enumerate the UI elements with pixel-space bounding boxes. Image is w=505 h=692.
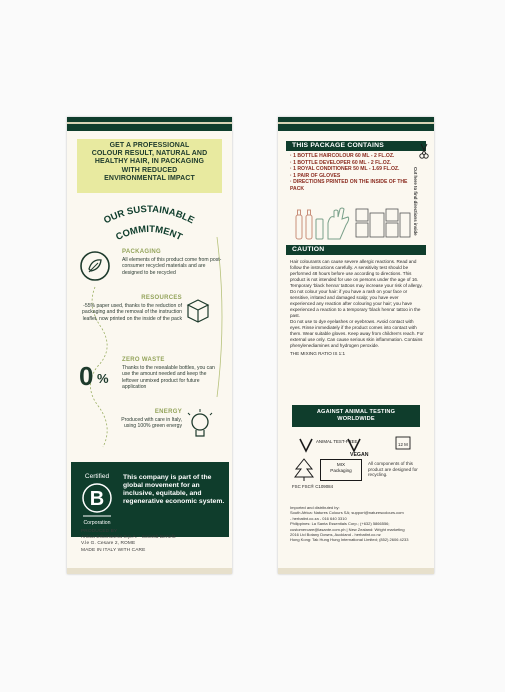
commitment-title-line1: OUR SUSTAINABLE	[102, 203, 196, 227]
resources-body: -55% paper used, thanks to the reduction of packaging and the removal of the instruction leaflet, now printed on the inside of the pack	[82, 303, 182, 322]
fsc-mix-label	[320, 459, 362, 481]
bottom-band	[278, 568, 434, 574]
commitment-title-line2: COMMITMENT	[114, 223, 184, 243]
importer-line: Imported and distributed by:	[290, 505, 340, 510]
bcorp-badge-top: Certified	[84, 473, 110, 480]
fsc-mix-line: Packaging	[330, 467, 352, 473]
caution-paragraph: Hair colourants can cause severe allergic reactions. Read and follow the instructions carefully. A sensitivity test should be performed 48 hours before use according to directions. This product is not intended for use on persons under the age of 16. Temporary 'black henna' tattoos may increase your risk of allergy.	[290, 259, 423, 288]
bcorp-badge-bottom: Corporation	[83, 520, 111, 526]
importer-line: Philippines: La Santa Essentials Corp.; (+632) 5866556;	[290, 521, 390, 527]
caution-text	[290, 259, 424, 357]
top-stripe	[278, 122, 434, 124]
bottom-band	[67, 568, 232, 574]
energy-body: Produced with care in Italy, using 100% green energy	[121, 417, 182, 430]
fsc-tree-icon	[292, 457, 316, 483]
fsc-code: FSC FSC® C109084	[292, 484, 334, 489]
fsc-mix-line: MIX	[336, 462, 346, 467]
packaging-body: All elements of this product come from post-consumer recycled materials and are designed to be recycled	[122, 257, 222, 276]
contents-item: · 1 ROYAL CONDITIONER 50 ML - 1.69 FL.OZ.	[290, 166, 420, 173]
contents-heading: THIS PACKAGE CONTAINS	[286, 141, 426, 151]
hero-line: HEALTHY HAIR, IN PACKAGING	[94, 158, 205, 166]
contents-item: · 1 PAIR OF GLOVES	[290, 173, 420, 180]
producer-line: Antica Erboristeria S.p.A. - Società Benefit	[81, 535, 176, 541]
resources-section	[80, 295, 182, 322]
caution-heading: CAUTION	[286, 245, 426, 255]
recycle-note: All components of this product are designed for recycling.	[368, 461, 418, 478]
energy-section	[87, 409, 182, 430]
hero-line: GET A PROFESSIONAL	[109, 142, 190, 149]
producer-line: PRODUCED BY	[81, 529, 118, 534]
svg-text:B: B	[89, 488, 105, 510]
hero-line: ENVIRONMENTAL IMPACT	[104, 174, 195, 182]
energy-title: ENERGY	[154, 409, 182, 415]
animal-line: WORLDWIDE	[337, 416, 375, 422]
scissors-icon	[419, 143, 429, 159]
bcorp-badge	[77, 470, 117, 528]
caution-paragraph: Do not use to dye eyelashes or eyebrows. Avoid contact with eyes. Rinse immediately if the product comes into contact with them. Wear suitable gloves. Keep away from children's reach. For external use only. Can cause serious skin inflammation. Contains phenylenediamines and hydrogen peroxide.	[290, 319, 424, 348]
caution-paragraph: Do not colour your hair: if you have a rash on your face or sensitive, irritated and damaged scalp; you have ever experienced any reaction after colouring your hair; you have experienced a reaction to a temporary 'black henna' tattoo in the past.	[290, 289, 421, 318]
importer-line: 2016 Ltd Botany Downs, Auckland - herbatint.co.nz	[290, 532, 381, 538]
zero-waste-title: ZERO WASTE	[122, 357, 165, 363]
svg-text:%: %	[97, 371, 109, 386]
contents-item: · DIRECTIONS PRINTED ON THE INSIDE OF THE PACK	[290, 179, 420, 192]
mixing-ratio: THE MIXING RATIO IS 1:1	[290, 351, 346, 356]
bcorp-statement: This company is part of the global movement for an inclusive, equitable, and regenerative economic system.	[123, 474, 225, 505]
lightbulb-icon	[187, 409, 213, 443]
importer-line: Hong Kong: Tak Hung Hung International Limited; (852) 2606 4233	[290, 537, 409, 543]
resources-title: RESOURCES	[141, 295, 182, 301]
recycle-leaf-icon	[78, 249, 112, 283]
contents-item: · 1 BOTTLE DEVELOPER 60 ML - 2 FL.OZ.	[290, 160, 420, 167]
hero-line: WITH REDUCED	[121, 166, 178, 174]
right-package-side	[278, 117, 434, 574]
contents-item: · 1 BOTTLE HAIRCOLOUR 60 ML - 2 FL.OZ.	[290, 153, 420, 160]
kit-contents-illustration	[294, 205, 414, 241]
importer-line: customercare@lasante.com.ph | New Zealand: Wright marketing	[290, 526, 405, 532]
animal-test-free-badge: ANIMAL TEST-FREE	[316, 439, 358, 444]
packaging-section	[122, 249, 222, 276]
importer-line: South Africa: Natures Colours SA; support@naturescolours.com	[290, 510, 404, 516]
zero-waste-body: Thanks to the resealable bottles, you can use the amount needed and keep the leftover unmixed product for future application	[122, 365, 215, 390]
importer-line: - herbatint.co.za - 016 640 3310	[290, 515, 347, 521]
zero-percent-icon	[78, 357, 114, 393]
pao-label: 12 M	[398, 442, 408, 447]
vegan-badge: VEGAN	[350, 452, 369, 457]
left-package-side	[67, 117, 232, 574]
hero-line: COLOUR RESULT, NATURAL AND	[91, 150, 208, 158]
importer-info	[290, 505, 428, 543]
contents-list	[290, 153, 420, 193]
fsc-block	[292, 457, 422, 495]
producer-line: MADE IN ITALY WITH CARE	[81, 547, 146, 553]
zero-waste-section	[122, 357, 222, 390]
svg-text:0: 0	[79, 361, 94, 391]
producer-line: V.le G. Cesare 2, ROME	[81, 541, 136, 547]
animal-testing-banner	[292, 405, 420, 427]
checkmark-icon	[300, 439, 312, 451]
packaging-title: PACKAGING	[122, 249, 161, 255]
animal-line: AGAINST ANIMAL TESTING	[316, 409, 396, 415]
box-icon	[185, 295, 211, 325]
producer-info	[81, 529, 176, 554]
bcorp-block	[71, 462, 229, 537]
top-band	[278, 117, 434, 131]
cut-here-note: Cut here to find directions inside	[413, 167, 418, 236]
